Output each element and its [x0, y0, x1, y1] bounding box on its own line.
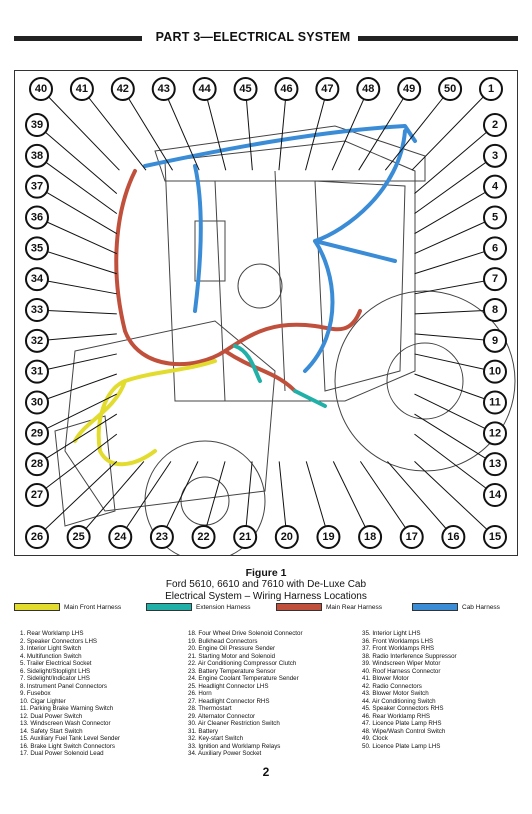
callout-17 [401, 526, 423, 548]
parts-list-item: 10. Cigar Lighter [20, 697, 66, 705]
callout-number: 31 [30, 365, 44, 378]
callout-2 [484, 114, 506, 136]
callout-leader-line [82, 89, 146, 170]
callout-leader-line [37, 334, 117, 341]
callout-number: 26 [30, 531, 44, 543]
callout-number: 15 [488, 531, 502, 543]
callout-leader-line [415, 125, 499, 194]
callout-12 [484, 422, 506, 444]
parts-list-item: 15. Auxiliary Fuel Tank Level Sender [20, 735, 120, 742]
callout-number: 20 [280, 531, 293, 543]
callout-number: 33 [30, 304, 44, 316]
callout-leader-line [415, 248, 496, 273]
callout-leader-line [333, 461, 370, 537]
callout-36 [26, 207, 48, 229]
parts-list-item: 12. Dual Power Switch [20, 712, 83, 720]
callout-number: 49 [403, 83, 416, 95]
steering-wheel [238, 264, 282, 308]
callout-leader-line [37, 156, 117, 214]
callout-31 [26, 361, 48, 383]
callout-leader-line [415, 394, 496, 433]
harness-legend [14, 603, 518, 615]
parts-list-item: 20. Engine Oil Pressure Sender [188, 645, 276, 652]
callout-19 [317, 526, 339, 548]
callout-number: 40 [34, 83, 48, 95]
callout-leader-line [279, 89, 287, 170]
parts-list-item: 11. Parking Brake Warning Switch [20, 705, 114, 712]
callout-15 [484, 526, 506, 548]
callout-leader-line [37, 125, 117, 194]
parts-list-item: 39. Windscreen Wiper Motor [362, 660, 441, 667]
parts-list-item: 7. Sidelight/Indicator LHS [20, 675, 90, 682]
callout-40 [30, 78, 52, 100]
callout-leader-line [387, 461, 453, 537]
callout-number: 11 [489, 396, 501, 409]
callout-leader-line [415, 334, 496, 341]
callout-leader-line [415, 374, 496, 403]
parts-list-item: 33. Ignition and Worklamp Relays [188, 742, 281, 750]
callout-11 [484, 392, 506, 414]
callout-21 [234, 526, 256, 548]
callout-leader-line [412, 89, 491, 170]
parts-list-item: 46. Rear Worklamp RHS [362, 712, 430, 720]
parts-list-item: 31. Battery [188, 727, 218, 735]
callout-25 [68, 526, 90, 548]
callout-leader-line [41, 89, 119, 170]
callout-27 [26, 484, 48, 506]
parts-list-item: 47. Licence Plate Lamp RHS [362, 720, 442, 727]
wiring-diagram-svg [15, 71, 517, 555]
callout-29 [26, 422, 48, 444]
callout-number: 2 [491, 119, 499, 131]
callout-9 [484, 330, 506, 352]
cab-pillar [215, 181, 225, 401]
parts-list-item: 25. Headlight Connector LHS [188, 682, 269, 690]
callout-33 [26, 299, 48, 321]
callout-number: 5 [491, 211, 499, 224]
callout-number: 46 [280, 83, 293, 95]
callout-10 [484, 361, 506, 383]
callout-number: 38 [30, 149, 44, 162]
parts-list-item: 16. Brake Light Switch Connectors [20, 742, 115, 750]
callout-leader-line [246, 89, 253, 170]
callout-5 [484, 207, 506, 229]
header-rule-left [14, 36, 142, 41]
callout-number: 32 [30, 334, 44, 347]
callout-number: 29 [30, 427, 44, 440]
callout-44 [194, 78, 216, 100]
callout-number: 4 [491, 180, 499, 193]
parts-list-item: 2. Speaker Connectors LHS [20, 637, 98, 645]
callout-number: 45 [239, 83, 252, 95]
callout-50 [439, 78, 461, 100]
callout-7 [484, 268, 506, 290]
callout-number: 47 [321, 83, 334, 95]
parts-list-item: 13. Windscreen Wash Connector [20, 720, 111, 727]
figure-caption-line-1: Ford 5610, 6610 and 7610 with De-Luxe Cab [165, 579, 367, 590]
callout-leader-line [415, 414, 496, 464]
parts-list-item: 30. Air Cleaner Restriction Switch [188, 720, 280, 727]
callout-28 [26, 453, 48, 475]
callout-leader-line [123, 89, 173, 170]
callout-number: 9 [491, 334, 499, 347]
callout-16 [442, 526, 464, 548]
callout-13 [484, 453, 506, 475]
parts-list-item: 45. Speaker Connectors RHS [362, 705, 444, 712]
parts-list-item: 34. Auxiliary Power Socket [188, 750, 262, 757]
callout-8 [484, 299, 506, 321]
parts-list-item: 38. Radio Interference Suppressor [362, 652, 457, 660]
callout-30 [26, 392, 48, 414]
callout-number: 13 [488, 458, 502, 471]
callout-34 [26, 268, 48, 290]
legend-label: Extension Harness [196, 604, 251, 611]
callout-leader-line [37, 354, 117, 372]
callout-leader-line [37, 248, 117, 273]
callout-41 [71, 78, 93, 100]
callout-45 [235, 78, 257, 100]
callout-number: 39 [30, 119, 44, 131]
legend-swatch [412, 603, 458, 611]
callout-number: 42 [116, 83, 129, 95]
parts-list-column-1 [20, 630, 120, 758]
parts-list-item: 40. Roof Harness Connector [362, 667, 441, 675]
parts-list-item: 8. Instrument Panel Connectors [20, 682, 108, 690]
callout-number: 18 [363, 531, 377, 543]
callout-6 [484, 237, 506, 259]
page-number: 2 [262, 765, 270, 779]
legend-label: Cab Harness [462, 604, 500, 611]
parts-list-item: 19. Bulkhead Connectors [188, 637, 258, 645]
callout-1 [480, 78, 502, 100]
parts-list-item: 28. Thermostart [188, 705, 232, 712]
callout-number: 10 [488, 365, 502, 378]
callout-26 [26, 526, 48, 548]
callout-number: 1 [487, 83, 495, 95]
figure-caption [0, 567, 532, 603]
callout-number: 36 [30, 211, 44, 224]
callout-number: 17 [405, 531, 418, 543]
callout-leader-line [37, 279, 117, 294]
legend-label: Main Rear Harness [326, 604, 382, 611]
parts-list-item: 48. Wipe/Wash Control Switch [362, 727, 446, 735]
callout-46 [275, 78, 297, 100]
parts-list-item: 22. Air Conditioning Compressor Clutch [188, 660, 297, 667]
callout-20 [276, 526, 298, 548]
parts-list-item: 9. Fusebox [20, 690, 51, 697]
callout-38 [26, 145, 48, 167]
parts-list-item: 27. Headlight Connector RHS [188, 697, 270, 705]
parts-list-item: 21. Starting Motor and Solenoid [188, 652, 276, 660]
parts-list-item: 42. Radio Connectors [362, 682, 422, 690]
callout-leader-line [37, 394, 117, 433]
main-front-harness-route [75, 361, 215, 464]
callout-number: 48 [362, 83, 375, 95]
callout-35 [26, 237, 48, 259]
callout-leader-line [415, 218, 499, 255]
callout-number: 12 [488, 427, 502, 440]
callout-number: 24 [114, 531, 127, 543]
callout-number: 21 [239, 531, 252, 543]
callout-42 [112, 78, 134, 100]
parts-list-item: 50. Licence Plate Lamp LHS [362, 742, 441, 750]
callout-48 [357, 78, 379, 100]
callout-number: 8 [491, 304, 499, 316]
callout-39 [26, 114, 48, 136]
callout-14 [484, 484, 506, 506]
callout-number: 22 [197, 531, 210, 543]
callout-number: 30 [30, 396, 44, 409]
parts-list-item: 17. Dual Power Solenoid Lead [20, 750, 104, 757]
callout-24 [109, 526, 131, 548]
callout-leader-line [415, 434, 496, 495]
callout-number: 16 [447, 531, 460, 543]
callout-43 [153, 78, 175, 100]
callout-leaders [37, 89, 495, 537]
callout-number: 28 [30, 458, 44, 471]
callout-number: 19 [322, 531, 335, 543]
callout-leader-line [415, 279, 496, 294]
cab-pillar [275, 171, 285, 391]
callout-number: 14 [488, 489, 502, 501]
callout-number: 50 [443, 83, 457, 95]
parts-list-item: 44. Air Conditioning Switch [362, 697, 436, 705]
section-title: PART 3—ELECTRICAL SYSTEM [155, 30, 351, 44]
callout-leader-line [415, 187, 499, 234]
parts-list-item: 5. Trailer Electrical Socket [20, 660, 92, 667]
parts-list-item: 29. Alternator Connector [188, 712, 256, 720]
callout-number: 23 [155, 531, 169, 543]
callout-47 [316, 78, 338, 100]
callout-18 [359, 526, 381, 548]
callout-32 [26, 330, 48, 352]
callout-number: 37 [30, 180, 44, 193]
callout-37 [26, 176, 48, 198]
parts-list-item: 24. Engine Coolant Temperature Sender [188, 675, 299, 682]
callout-leader-line [37, 374, 117, 403]
callout-23 [151, 526, 173, 548]
callout-leader-line [162, 461, 198, 537]
parts-list-item: 26. Horn [188, 690, 212, 697]
parts-list-column-3 [362, 630, 457, 750]
callout-number: 3 [491, 149, 499, 162]
parts-list-column-2 [188, 630, 303, 758]
parts-list-item: 14. Safety Start Switch [20, 727, 83, 735]
callout-number: 7 [491, 273, 499, 286]
callout-number: 44 [198, 83, 211, 95]
callout-number: 6 [491, 242, 499, 255]
header-rule-right [358, 36, 518, 41]
callout-leader-line [37, 187, 117, 234]
callout-leader-line [205, 89, 226, 170]
extension-harness-route [235, 346, 325, 406]
parts-list-item: 49. Clock [362, 735, 388, 742]
legend-swatch [276, 603, 322, 611]
parts-list-item: 37. Front Worklamps RHS [362, 645, 435, 652]
harness-routes [75, 126, 415, 464]
callout-leader-line [385, 89, 450, 170]
callout-49 [398, 78, 420, 100]
parts-list-item: 6. Sidelight/Stoplight LHS [20, 667, 91, 675]
callout-number: 41 [75, 83, 89, 95]
callout-number: 27 [30, 489, 44, 501]
parts-list-item: 4. Multifunction Switch [20, 652, 82, 660]
wiring-diagram [14, 70, 518, 556]
parts-list-item: 23. Battery Temperature Sensor [188, 667, 276, 675]
figure-label: Figure 1 [245, 567, 287, 579]
legend-label: Main Front Harness [64, 604, 122, 611]
callout-3 [484, 145, 506, 167]
parts-list-item: 43. Blower Motor Switch [362, 690, 429, 697]
legend-swatch [14, 603, 60, 611]
parts-list-item: 41. Blower Motor [362, 675, 409, 682]
callout-number: 34 [30, 273, 44, 286]
parts-list-item: 18. Four Wheel Drive Solenoid Connector [188, 630, 303, 637]
parts-list-item: 32. Key-start Switch [188, 735, 244, 742]
figure-caption-line-2: Electrical System – Wiring Harness Locations [165, 591, 367, 602]
callout-4 [484, 176, 506, 198]
callout-number: 35 [30, 242, 44, 255]
parts-list-item: 1. Rear Worklamp LHS [20, 630, 84, 637]
legend-swatch [146, 603, 192, 611]
parts-list-item: 3. Interior Light Switch [20, 645, 82, 652]
callout-leader-line [415, 156, 496, 214]
rear-wheel-hub [387, 343, 463, 419]
parts-list-item: 35. Interior Light LHS [362, 630, 421, 637]
callout-number: 25 [72, 531, 85, 543]
callout-number: 43 [157, 83, 170, 95]
parts-list-item: 36. Front Worklamps LHS [362, 637, 434, 645]
page-header [14, 30, 518, 46]
callout-22 [193, 526, 215, 548]
